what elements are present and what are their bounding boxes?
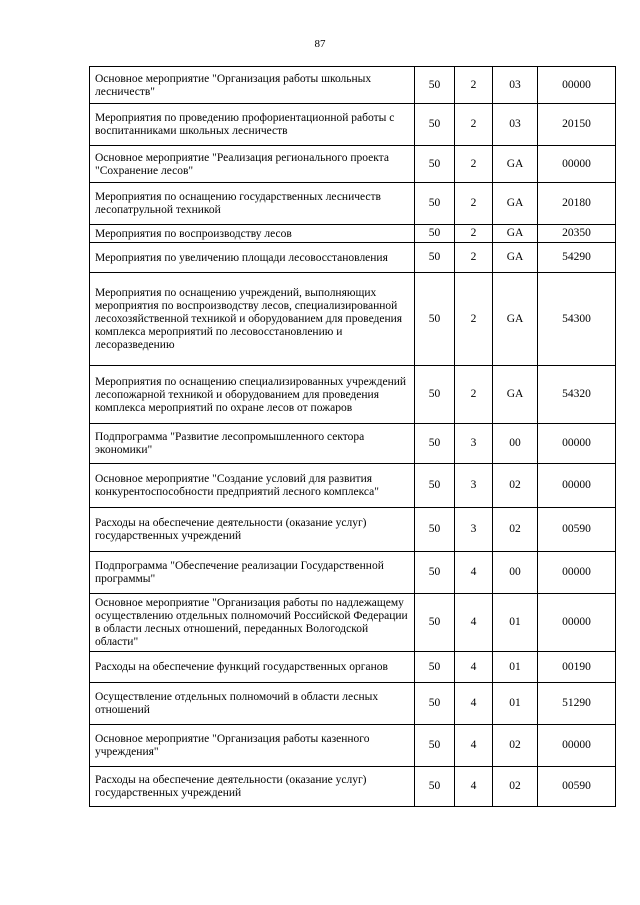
subprogram-code: 4 (455, 683, 493, 725)
program-code: 50 (415, 243, 455, 273)
direction-code: 00000 (538, 552, 616, 594)
subprogram-code: 2 (455, 273, 493, 366)
direction-code: 51290 (538, 683, 616, 725)
row-name: Основное мероприятие "Организация работы казенного учреждения" (90, 725, 415, 767)
direction-code: 00000 (538, 594, 616, 652)
direction-code: 54300 (538, 273, 616, 366)
row-name: Мероприятия по увеличению площади лесовосстановления (90, 243, 415, 273)
table-row (90, 508, 616, 552)
subprogram-code: 2 (455, 104, 493, 146)
row-name: Расходы на обеспечение функций государственных органов (90, 652, 415, 683)
row-name: Расходы на обеспечение деятельности (оказание услуг) государственных учреждений (90, 767, 415, 807)
program-code: 50 (415, 366, 455, 424)
row-name: Мероприятия по проведению профориентационной работы с воспитанниками школьных лесничеств (90, 104, 415, 146)
table-row (90, 104, 616, 146)
activity-code: GA (493, 366, 538, 424)
table-row (90, 652, 616, 683)
subprogram-code: 4 (455, 594, 493, 652)
activity-code: GA (493, 225, 538, 243)
table-row (90, 424, 616, 464)
direction-code: 00000 (538, 424, 616, 464)
row-name: Основное мероприятие "Организация работы школьных лесничеств" (90, 67, 415, 104)
program-code: 50 (415, 424, 455, 464)
activity-code: 00 (493, 552, 538, 594)
activity-code: 02 (493, 725, 538, 767)
row-name: Подпрограмма "Развитие лесопромышленного сектора экономики" (90, 424, 415, 464)
row-name: Мероприятия по оснащению специализированных учреждений лесопожарной техникой и оборудованием для проведения комплекса мероприятий по охране лесов от пожаров (90, 366, 415, 424)
subprogram-code: 3 (455, 464, 493, 508)
row-name: Осуществление отдельных полномочий в области лесных отношений (90, 683, 415, 725)
activity-code: 03 (493, 104, 538, 146)
page-number: 87 (314, 38, 326, 50)
subprogram-code: 2 (455, 146, 493, 183)
subprogram-code: 3 (455, 424, 493, 464)
subprogram-code: 2 (455, 225, 493, 243)
table-row (90, 683, 616, 725)
direction-code: 20350 (538, 225, 616, 243)
activity-code: GA (493, 183, 538, 225)
subprogram-code: 3 (455, 508, 493, 552)
table-row (90, 243, 616, 273)
program-code: 50 (415, 183, 455, 225)
direction-code: 00000 (538, 146, 616, 183)
table-row (90, 767, 616, 807)
row-name: Основное мероприятие "Реализация регионального проекта "Сохранение лесов" (90, 146, 415, 183)
row-name: Расходы на обеспечение деятельности (оказание услуг) государственных учреждений (90, 508, 415, 552)
direction-code: 00000 (538, 67, 616, 104)
row-name: Мероприятия по оснащению учреждений, выполняющих мероприятия по воспроизводству лесов, специализированной лесохозяйственной техникой и оборудованием для проведения комплекса мероприятий по лесовосстановлению и лесоразведению (90, 273, 415, 366)
activity-code: 03 (493, 67, 538, 104)
subprogram-code: 2 (455, 67, 493, 104)
table-row (90, 225, 616, 243)
subprogram-code: 2 (455, 243, 493, 273)
program-code: 50 (415, 683, 455, 725)
activity-code: 01 (493, 652, 538, 683)
table-row (90, 366, 616, 424)
activity-code: 02 (493, 508, 538, 552)
program-code: 50 (415, 552, 455, 594)
row-name: Основное мероприятие "Создание условий для развития конкурентоспособности предприятий лесного комплекса" (90, 464, 415, 508)
subprogram-code: 4 (455, 652, 493, 683)
activity-code: 02 (493, 464, 538, 508)
direction-code: 54290 (538, 243, 616, 273)
direction-code: 00190 (538, 652, 616, 683)
activity-code: 01 (493, 594, 538, 652)
table-row (90, 183, 616, 225)
program-code: 50 (415, 725, 455, 767)
row-name: Мероприятия по воспроизводству лесов (90, 225, 415, 243)
row-name: Основное мероприятие "Организация работы по надлежащему осуществлению отдельных полномочий Российской Федерации в области лесных отношений, переданных Вологодской области" (90, 594, 415, 652)
program-code: 50 (415, 225, 455, 243)
row-name: Подпрограмма "Обеспечение реализации Государственной программы" (90, 552, 415, 594)
program-code: 50 (415, 67, 455, 104)
activity-code: 01 (493, 683, 538, 725)
table-row (90, 552, 616, 594)
program-code: 50 (415, 594, 455, 652)
program-code: 50 (415, 508, 455, 552)
program-code: 50 (415, 273, 455, 366)
program-code: 50 (415, 104, 455, 146)
budget-classification-table (89, 66, 616, 807)
activity-code: GA (493, 243, 538, 273)
subprogram-code: 4 (455, 552, 493, 594)
table-row (90, 725, 616, 767)
table-row (90, 594, 616, 652)
direction-code: 20180 (538, 183, 616, 225)
direction-code: 00590 (538, 508, 616, 552)
direction-code: 20150 (538, 104, 616, 146)
direction-code: 00000 (538, 725, 616, 767)
subprogram-code: 2 (455, 366, 493, 424)
table-row (90, 67, 616, 104)
table-row (90, 464, 616, 508)
subprogram-code: 4 (455, 767, 493, 807)
activity-code: 00 (493, 424, 538, 464)
row-name: Мероприятия по оснащению государственных лесничеств лесопатрульной техникой (90, 183, 415, 225)
direction-code: 54320 (538, 366, 616, 424)
table-row (90, 273, 616, 366)
direction-code: 00590 (538, 767, 616, 807)
program-code: 50 (415, 464, 455, 508)
program-code: 50 (415, 652, 455, 683)
activity-code: GA (493, 273, 538, 366)
activity-code: 02 (493, 767, 538, 807)
table-row (90, 146, 616, 183)
subprogram-code: 4 (455, 725, 493, 767)
program-code: 50 (415, 146, 455, 183)
activity-code: GA (493, 146, 538, 183)
subprogram-code: 2 (455, 183, 493, 225)
program-code: 50 (415, 767, 455, 807)
direction-code: 00000 (538, 464, 616, 508)
